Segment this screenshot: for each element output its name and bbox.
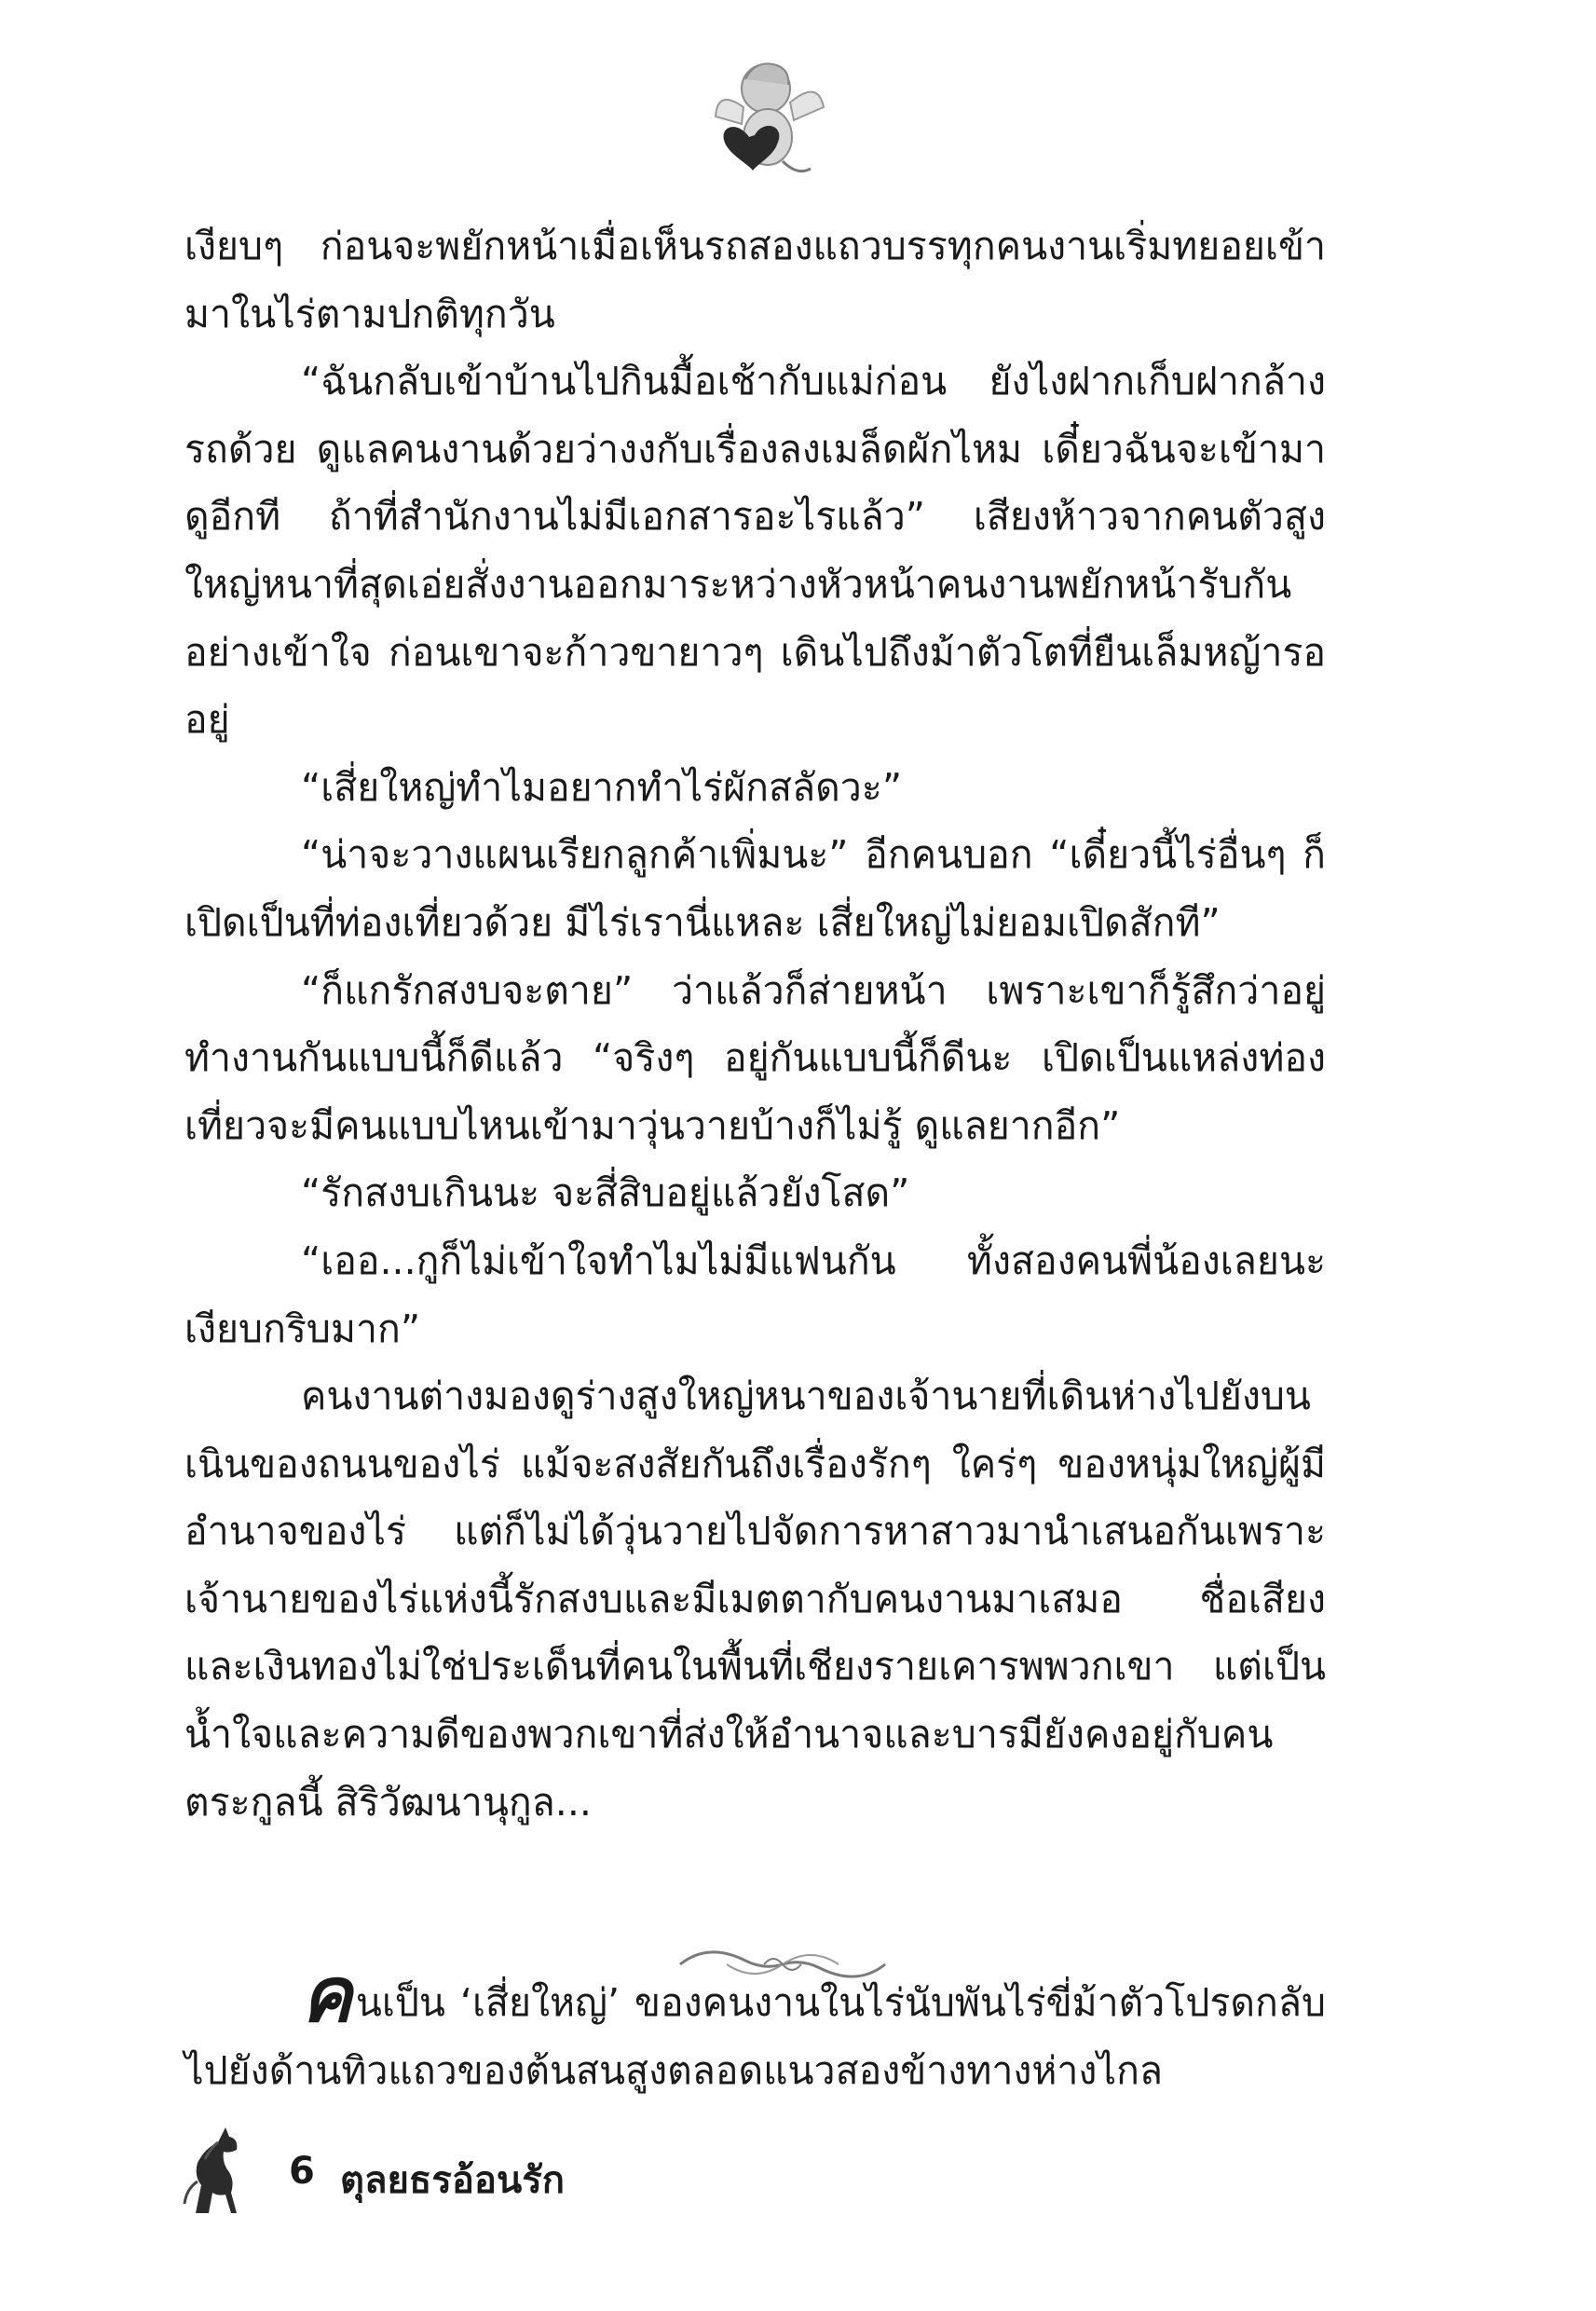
page-number: 6 xyxy=(289,2150,315,2193)
drop-cap: ค xyxy=(301,1951,352,2040)
paragraph: เงียบๆ ก่อนจะพยักหน้าเมื่อเห็นรถสองแถวบรรทุกคนงานเริ่มทยอยเข้ามาในไร่ตามปกติทุกวัน xyxy=(184,224,1326,336)
paragraph: “เสี่ยใหญ่ทำไมอยากทำไร่ผักสลัดวะ” xyxy=(301,764,903,810)
paragraph: “รักสงบเกินนะ จะสี่สิบอยู่แล้วยังโสด” xyxy=(301,1170,910,1216)
paragraph: “น่าจะวางแผนเรียกลูกค้าเพิ่มนะ” อีกคนบอก “เดี๋ยวนี้ไร่อื่นๆ ก็เปิดเป็นที่ท่องเที่ยวด้วย มีไร่เรานี่แหละ เสี่ยใหญ่ไม่ยอมเปิดสักที” xyxy=(184,832,1326,945)
paragraph: “ฉันกลับเข้าบ้านไปกินมื้อเช้ากับแม่ก่อน ยังไงฝากเก็บฝากล้างรถด้วย ดูแลคนงานด้วยว่างงกับเรื่องลงเมล็ดผักไหม เดี๋ยวฉันจะเข้ามาดูอีกที ถ้าที่สำนักงานไม่มีเอกสารอะไรแล้ว” เสียงห้าวจากคนตัวสูงใหญ่หนาที่สุดเอ่ยสั่งงานออกมาระหว่างหัวหน้าคนงานพยักหน้ารับกันอย่างเข้าใจ ก่อนเขาจะก้าวขายาวๆ เดินไปถึงม้าตัวโตที่ยืนเล็มหญ้ารออยู่ xyxy=(184,359,1326,743)
second-section xyxy=(184,1951,1326,2104)
section-text: นเป็น ‘เสี่ยใหญ่’ ของคนงานในไร่นับพันไร่ขี่ม้าตัวโปรดกลับไปยังด้านทิวแถวของต้นสนสูงตลอดแนวสองข้างทางห่างไกล xyxy=(184,1980,1326,2093)
body-text xyxy=(184,212,1326,1836)
paragraph: “ก็แกรักสงบจะตาย” ว่าแล้วก็ส่ายหน้า เพราะเขาก็รู้สึกว่าอยู่ทำงานกันแบบนี้ก็ดีแล้ว “จริงๆ อยู่กันแบบนี้ก็ดีนะ เปิดเป็นแหล่งท่องเที่ยวจะมีคนแบบไหนเข้ามาวุ่นวายบ้างก็ไม่รู้ ดูแลยากอีก” xyxy=(184,967,1326,1148)
paragraph: “เออ...กูก็ไม่เข้าใจทำไมไม่มีแฟนกัน ทั้งสองคนพี่น้องเลยนะเงียบกริบมาก” xyxy=(184,1238,1326,1351)
cupid-with-heart-icon xyxy=(708,51,829,191)
page-footer xyxy=(177,2120,736,2222)
rearing-horse-icon xyxy=(177,2120,252,2222)
section-paragraph xyxy=(184,1951,1326,2104)
paragraph: คนงานต่างมองดูร่างสูงใหญ่หนาของเจ้านายที่เดินห่างไปยังบนเนินของถนนของไร่ แม้จะสงสัยกันถึงเรื่องรักๆ ใคร่ๆ ของหนุ่มใหญ่ผู้มีอำนาจของไร่ แต่ก็ไม่ได้วุ่นวายไปจัดการหาสาวมานำเสนอกันเพราะเจ้านายของไร่แห่งนี้รักสงบและมีเมตตากับคนงานมาเสมอ ชื่อเสียงและเงินทองไม่ใช่ประเด็นที่คนในพื้นที่เชียงรายเคารพพวกเขา แต่เป็นน้ำใจและความดีของพวกเขาที่ส่งให้อำนาจและบารมียังคงอยู่กับคนตระกูลนี้ สิริวัฒนานุกูล... xyxy=(184,1374,1326,1825)
book-title: ตุลยธรอ้อนรัก xyxy=(340,2159,565,2202)
